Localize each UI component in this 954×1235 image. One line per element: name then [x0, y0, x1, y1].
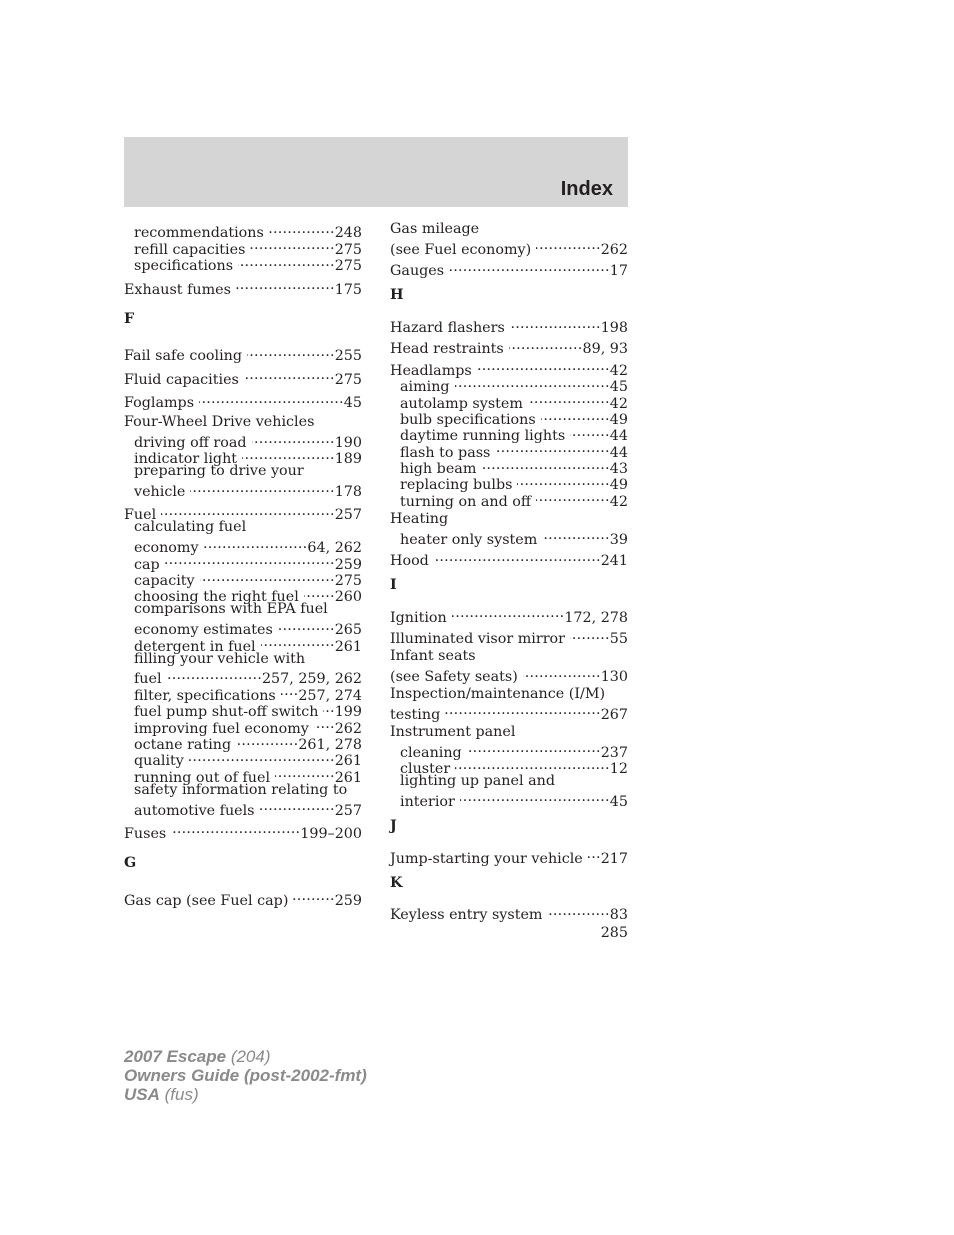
index-entry-pages: 261	[334, 638, 362, 655]
index-entry-text: indicator light	[134, 451, 238, 468]
index-entry-heading	[124, 651, 362, 667]
index-letter-heading: G	[124, 854, 137, 871]
index-entry-text: improving fuel economy	[134, 720, 309, 737]
index-entry-text: Four-Wheel Drive vehicles	[124, 414, 315, 431]
index-entry	[390, 549, 628, 570]
index-entry-pages: 257	[334, 507, 362, 524]
index-entry-pages: 260	[334, 589, 362, 606]
index-entry-text: Gas mileage	[390, 221, 480, 237]
index-entry-pages: 43	[609, 461, 628, 478]
dot-leader	[510, 316, 601, 332]
index-entry-text: calculating fuel	[134, 519, 247, 536]
index-entry-text: testing	[390, 706, 441, 723]
dot-leader	[517, 473, 609, 489]
index-entry-pages: 275	[334, 258, 362, 275]
page-number: 285	[600, 925, 628, 941]
index-entry-text: aiming	[400, 379, 450, 396]
footer-market-code: (fus)	[159, 1085, 199, 1104]
index-entry-heading	[390, 686, 628, 702]
index-entry-pages: 55	[609, 631, 628, 648]
dot-leader	[445, 702, 600, 718]
index-entry	[390, 627, 628, 648]
dot-leader	[304, 585, 335, 601]
index-entry-pages: 248	[334, 225, 362, 242]
index-entry-text: cap	[134, 556, 160, 573]
dot-leader	[244, 367, 335, 383]
dot-leader	[261, 634, 335, 650]
dot-leader	[167, 667, 262, 683]
index-entry	[390, 605, 628, 626]
index-entry	[124, 798, 362, 819]
dot-leader	[161, 503, 335, 519]
index-entry-pages: 237	[600, 744, 628, 761]
index-entry-text: turning on and off	[400, 493, 532, 510]
index-entry-text: Fluid capacities	[124, 371, 239, 388]
index-entry	[390, 846, 628, 867]
spacer	[124, 871, 362, 888]
dot-leader	[190, 480, 334, 496]
dot-leader	[528, 391, 610, 407]
section-title: Index	[560, 178, 613, 200]
index-entry-pages: 89, 93	[582, 341, 628, 358]
dot-leader	[204, 536, 308, 552]
index-entry-heading	[124, 414, 362, 430]
index-entry-pages: 257	[334, 802, 362, 819]
index-entry-text: driving off road	[134, 434, 247, 451]
dot-leader	[238, 254, 335, 270]
index-entry-pages: 275	[334, 573, 362, 590]
index-entry-text: running out of fuel	[134, 769, 271, 786]
index-entry-heading	[124, 601, 362, 617]
dot-leader	[536, 489, 610, 505]
index-entry-text: cluster	[400, 760, 451, 777]
dot-leader	[236, 277, 335, 293]
spacer	[390, 834, 628, 846]
index-entry-text: autolamp system	[400, 395, 523, 412]
document-footer	[124, 1047, 367, 1104]
index-entry-text: safety information relating to	[134, 781, 348, 798]
index-entry	[390, 237, 628, 258]
index-entry	[124, 618, 362, 639]
index-entry	[124, 277, 362, 298]
index-entry-text: preparing to drive your	[134, 463, 304, 480]
index-entry-heading	[390, 648, 628, 664]
index-entry-pages: 241	[600, 553, 628, 570]
index-entry	[390, 740, 628, 761]
index-entry-pages: 257, 274	[298, 687, 362, 704]
index-entry	[390, 665, 628, 685]
index-entry-pages: 44	[609, 444, 628, 461]
index-entry-pages: 190	[334, 434, 362, 451]
index-entry-text: automotive fuels	[134, 802, 255, 819]
index-entry-text: cleaning	[400, 744, 462, 761]
index-entry-pages: 261	[334, 769, 362, 786]
footer-model: 2007 Escape	[124, 1047, 227, 1066]
dot-leader	[250, 237, 334, 253]
index-entry-pages: 83	[609, 907, 628, 924]
dot-leader	[481, 457, 609, 473]
index-entry-text: fuel	[134, 671, 162, 688]
index-entry-pages: 49	[609, 411, 628, 428]
dot-leader	[467, 740, 601, 756]
index-letter-heading: H	[390, 287, 404, 304]
dot-leader	[455, 757, 610, 773]
spacer	[124, 327, 362, 344]
index-letter-heading: I	[390, 577, 397, 594]
dot-leader	[509, 337, 583, 353]
index-entry-text: comparisons with EPA fuel	[134, 601, 328, 618]
index-entry-text: Exhaust fumes	[124, 281, 231, 298]
footer-model-code: (204)	[226, 1047, 271, 1066]
index-entry	[124, 344, 362, 365]
index-entry	[124, 391, 362, 412]
index-entry-text: Headlamps	[390, 362, 472, 379]
index-entry-pages: 175	[334, 281, 362, 298]
index-entry-pages: 261	[334, 753, 362, 770]
dot-leader	[260, 798, 335, 814]
index-entry-text: refill capacities	[134, 241, 246, 258]
dot-leader	[570, 627, 610, 643]
index-entry-text: flash to pass	[400, 444, 491, 461]
index-entry	[390, 337, 628, 358]
dot-leader	[199, 391, 344, 407]
dot-leader	[323, 700, 334, 716]
index-entry-text: high beam	[400, 461, 477, 478]
dot-leader	[314, 716, 335, 732]
dot-leader	[477, 358, 610, 374]
dot-leader	[275, 765, 335, 781]
index-entry-heading	[124, 519, 362, 535]
index-entry-pages: 42	[609, 395, 628, 412]
index-entry-text: quality	[134, 753, 184, 770]
spacer	[390, 304, 628, 316]
index-entry-text: Hood	[390, 553, 429, 570]
index-entry-text: Fuel	[124, 507, 157, 524]
footer-line-3	[124, 1085, 367, 1104]
index-entry-pages: 259	[334, 556, 362, 573]
index-entry-pages: 265	[334, 622, 362, 639]
index-entry-text: Instrument panel	[390, 723, 516, 740]
dot-leader	[269, 221, 335, 237]
index-entry	[390, 358, 628, 379]
dot-leader	[236, 733, 298, 749]
index-entry-text: economy	[134, 540, 199, 557]
index-entry-text: Fuses	[124, 825, 167, 842]
index-entry	[124, 221, 362, 242]
index-entry-heading	[390, 511, 628, 527]
dot-leader	[293, 888, 334, 904]
index-entry	[390, 316, 628, 336]
index-entry-text: Fail safe cooling	[124, 348, 243, 365]
dot-leader	[452, 605, 565, 621]
dot-leader	[523, 665, 601, 681]
index-entry-text: Gauges	[390, 263, 445, 280]
index-entry-pages: 262	[600, 241, 628, 258]
index-entry-pages: 12	[609, 760, 628, 777]
index-entry-pages: 199	[334, 704, 362, 721]
index-entry-pages: 49	[609, 477, 628, 494]
index-entry-pages: 267	[600, 706, 628, 723]
dot-leader	[449, 259, 610, 275]
dot-leader	[165, 552, 335, 568]
index-entry-pages: 45	[343, 395, 362, 412]
dot-leader	[541, 408, 610, 424]
footer-market: USA	[124, 1085, 160, 1104]
dot-leader	[536, 237, 601, 253]
footer-line-2: Owners Guide (post-2002-fmt)	[124, 1066, 367, 1085]
footer-line-1	[124, 1047, 367, 1066]
index-entry-text: economy estimates	[134, 622, 273, 639]
index-entry-pages: 261, 278	[298, 736, 362, 753]
index-entry-pages: 198	[600, 319, 628, 336]
spacer	[390, 891, 628, 903]
index-entry-text: Inspection/maintenance (I/M)	[390, 685, 606, 702]
index-entry-pages: 42	[609, 493, 628, 510]
index-entry-text: specifications	[134, 258, 234, 275]
index-entry-text: Infant seats	[390, 648, 476, 665]
index-entry-text: bulb specifications	[400, 411, 536, 428]
dot-leader	[200, 569, 335, 585]
index-entry-text: (see Safety seats)	[390, 668, 518, 685]
index-entry-text: filling your vehicle with	[134, 650, 306, 667]
index-entry-pages: 189	[334, 451, 362, 468]
index-entry	[390, 259, 628, 280]
index-entry-heading	[390, 724, 628, 740]
dot-leader	[434, 549, 601, 565]
index-entry	[124, 822, 362, 842]
index-entry-pages: 199–200	[300, 825, 362, 842]
index-entry-text: daytime running lights	[400, 428, 566, 445]
dot-leader	[460, 789, 610, 805]
index-entry-pages: 44	[609, 428, 628, 445]
index-column-left	[124, 221, 362, 909]
index-entry-text: heater only system	[400, 531, 538, 548]
index-entry	[124, 536, 362, 557]
index-letter-heading: K	[390, 874, 403, 891]
index-entry-text: octane rating	[134, 736, 232, 753]
index-entry-pages: 172, 278	[564, 609, 628, 626]
index-entry-heading	[124, 463, 362, 479]
index-entry-text: Head restraints	[390, 341, 504, 358]
index-entry-text: Illuminated visor mirror	[390, 631, 565, 648]
index-column-right	[390, 221, 628, 924]
dot-leader	[242, 447, 335, 463]
index-entry-pages: 255	[334, 348, 362, 365]
index-entry-pages: 275	[334, 371, 362, 388]
index-entry-text: Hazard flashers	[390, 319, 505, 336]
index-entry	[124, 503, 362, 524]
dot-leader	[247, 344, 335, 360]
index-entry-text: fuel pump shut-off switch	[134, 704, 319, 721]
index-entry-pages: 45	[609, 793, 628, 810]
index-entry	[390, 527, 628, 548]
index-entry-pages: 178	[334, 484, 362, 501]
dot-leader	[547, 903, 609, 919]
index-entry-text: interior	[400, 793, 455, 810]
index-entry-pages: 39	[609, 531, 628, 548]
index-entry-text: lighting up panel and	[400, 772, 555, 789]
dot-leader	[570, 424, 610, 440]
index-entry	[124, 480, 362, 501]
index-entry-text: Ignition	[390, 609, 447, 626]
index-entry	[124, 888, 362, 909]
index-entry	[390, 789, 628, 810]
index-entry	[124, 431, 362, 451]
dot-leader	[495, 440, 609, 456]
index-entry	[124, 367, 362, 388]
index-entry-pages: 259	[334, 892, 362, 909]
index-entry-pages: 45	[609, 379, 628, 396]
index-entry-text: Jump-starting your vehicle	[390, 850, 583, 867]
dot-leader	[455, 375, 610, 391]
index-entry-text: recommendations	[134, 225, 264, 242]
dot-leader	[542, 527, 609, 543]
index-entry	[390, 903, 628, 924]
index-entry-heading	[390, 773, 628, 789]
index-entry-text: choosing the right fuel	[134, 589, 299, 606]
index-entry-text: filter, specifications	[134, 687, 276, 704]
dot-leader	[281, 683, 299, 699]
index-entry-pages: 42	[609, 362, 628, 379]
index-entry-text: vehicle	[134, 484, 186, 501]
index-entry-heading	[124, 782, 362, 798]
index-entry-text: capacity	[134, 573, 195, 590]
dot-leader	[189, 749, 335, 765]
index-entry-text: Heating	[390, 510, 449, 527]
index-entry-text: (see Fuel economy)	[390, 241, 532, 258]
dot-leader	[252, 431, 335, 447]
index-entry-text: Keyless entry system	[390, 907, 543, 924]
spacer	[390, 593, 628, 605]
dot-leader	[278, 618, 335, 634]
index-entry-text: detergent in fuel	[134, 638, 256, 655]
index-entry-pages: 64, 262	[307, 540, 362, 557]
index-entry-pages: 130	[600, 668, 628, 685]
index-entry-pages: 257, 259, 262	[261, 671, 362, 688]
index-entry-heading	[390, 221, 628, 237]
index-entry-text: Foglamps	[124, 395, 195, 412]
dot-leader	[588, 846, 601, 862]
index-entry-pages: 217	[600, 850, 628, 867]
index-entry-text: replacing bulbs	[400, 477, 513, 494]
dot-leader	[171, 822, 300, 838]
index-entry	[390, 702, 628, 723]
index-entry-pages: 262	[334, 720, 362, 737]
index-entry-pages: 275	[334, 241, 362, 258]
index-letter-heading: F	[124, 310, 135, 327]
index-entry	[124, 667, 362, 688]
section-header-band	[124, 137, 628, 207]
index-letter-heading: J	[390, 817, 397, 834]
index-entry-pages: 17	[609, 263, 628, 280]
index-entry-text: Gas cap (see Fuel cap)	[124, 892, 289, 909]
